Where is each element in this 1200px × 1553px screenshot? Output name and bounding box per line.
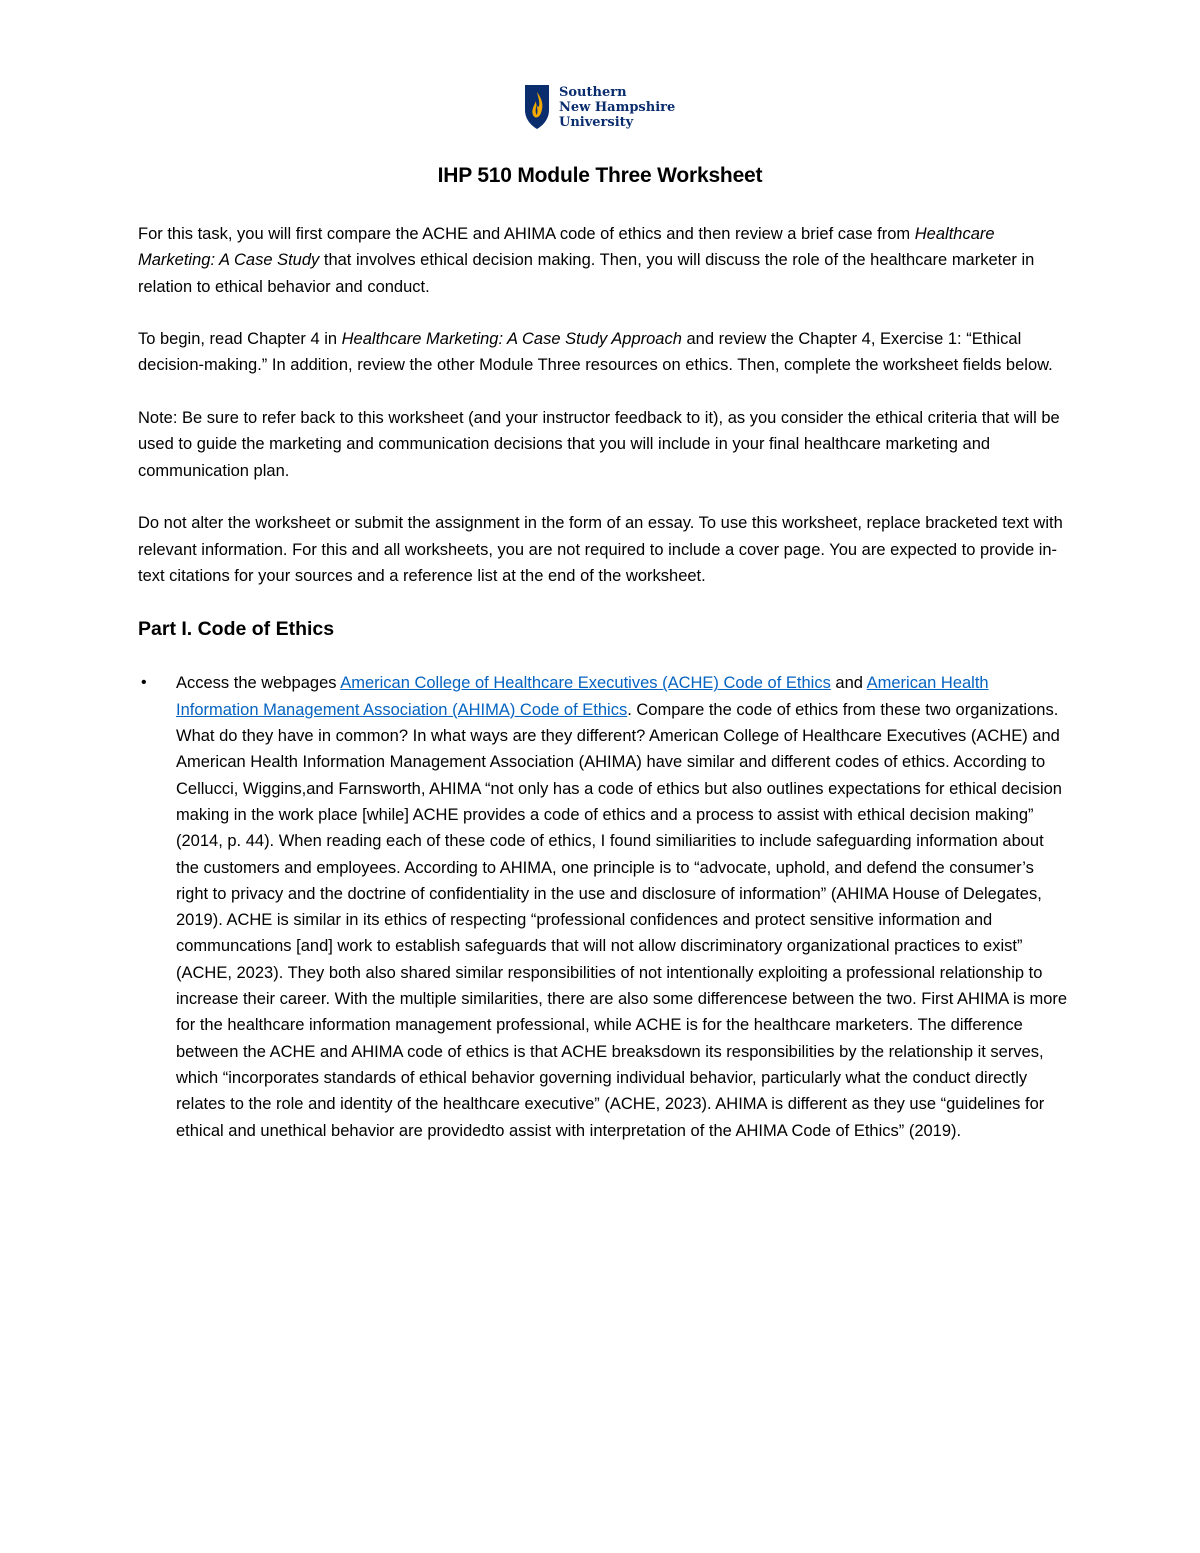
bullet-text: and [830, 674, 867, 693]
note-paragraph: Note: Be sure to refer back to this worksheet (and your instructor feedback to it), as you consider the ethical criteria that will be used to guide the marketing and communication decisions that you will include in your final healthcare marketing and communication plan. [138, 409, 1060, 480]
intro-text: To begin, read Chapter 4 in [138, 330, 342, 349]
intro-paragraph-2 [138, 326, 1068, 379]
logo-wordmark [559, 85, 675, 130]
university-logo [524, 84, 675, 130]
intro-text: and review the Chapter 4, Exercise 1: “Ethical decision-making.” In addition, review the other Module Three resources on ethics. Then, complete the worksheet fields below. [138, 330, 1053, 375]
ache-code-of-ethics-link[interactable]: American College of Healthcare Executives (ACHE) Code of Ethics [340, 674, 831, 693]
logo-line-2: New Hampshire [559, 99, 676, 115]
intro-text: For this task, you will first compare the ACHE and AHIMA code of ethics and then review a brief case from [138, 225, 915, 243]
bullet-text: . Compare the code of ethics from these two organizations. What do they have in common? In what ways are they different? American College of Healthcare Executives (ACHE) and American Health Information Management Association (AHIMA) have similar and different codes of ethics. According to Cellucci, Wiggins,and Farnsworth, AHIMA “not only has a code of ethics but also outlines expectations for ethical decision making in the work place [while] ACHE provides a code of ethics and a process to assist with ethical decision making” (2014, p. 44). When reading each of these code of ethics, I found similiarities to include safeguarding information about the customers and employees. According to AHIMA, one principle is to “advocate, uphold, and defend the consumer’s right to privacy and the doctrine of confidentiality in the use and disclosure of information” (AHIMA House of Delegates, 2019). ACHE is similar in its ethics of respecting “professional confidences and protect sensitive information and communcations [and] work to establish safeguards that will not allow discriminatory organizational practices to exist” (ACHE, 2023). They both also shared similar responsibilities of not intentionally exploiting a professional relationship to increase their career. With the multiple similarities, there are also some differencese between the two. First AHIMA is more for the healthcare information management professional, while ACHE is for the healthcare marketers. The difference between the ACHE and AHIMA code of ethics is that ACHE breaksdown its responsibilities by the relationship it serves, which “incorporates standards of ethical behavior governing individual behavior, particularly what the conduct directly relates to the role and identity of the healthcare executive” (ACHE, 2023). AHIMA is different as they use “guidelines for ethical and unethical behavior are providedto assist with interpretation of the AHIMA Code of Ethics” (2019). [176, 700, 1068, 1140]
book-title: Healthcare Marketing: A Case Study [138, 225, 995, 270]
list-item [138, 670, 1068, 1143]
intro-text: that involves ethical decision making. Then, you will discuss the role of the healthcare marketer in relation to ethical behavior and conduct. [138, 251, 1035, 296]
flame-shield-icon [524, 84, 550, 130]
bullet-text: Access the webpages [176, 674, 341, 693]
bullet-icon: • [141, 674, 147, 692]
instructions-paragraph: Do not alter the worksheet or submit the assignment in the form of an essay. To use this worksheet, replace bracketed text with relevant information. For this and all worksheets, you are not required to include a cover page. You are expected to provide in-text citations for your sources and a reference list at the end of the worksheet. [138, 514, 1063, 585]
logo-line-3: University [559, 114, 634, 130]
page-title: IHP 510 Module Three Worksheet [437, 164, 763, 187]
logo-line-1: Southern [559, 84, 627, 100]
section-heading-part-1: Part I. Code of Ethics [138, 618, 335, 641]
ahima-code-of-ethics-link[interactable]: American Health Information Management Association (AHIMA) Code of Ethics [176, 674, 989, 719]
book-title: Healthcare Marketing: A Case Study Approach [341, 330, 682, 349]
intro-paragraph-1 [138, 221, 1068, 300]
document-body [138, 221, 1068, 1144]
